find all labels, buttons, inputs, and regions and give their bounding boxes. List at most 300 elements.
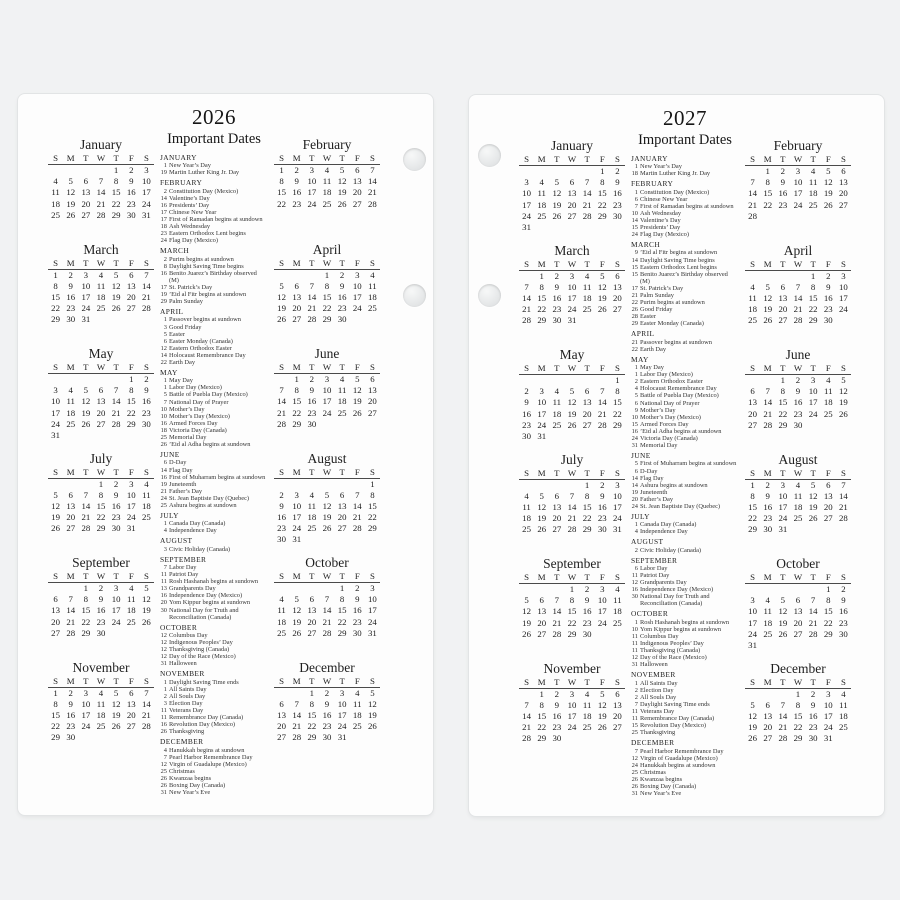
date-number: 2	[634, 686, 638, 694]
day-cell: 13	[66, 500, 76, 511]
date-number: 12	[631, 754, 638, 762]
day-cell-empty	[564, 222, 579, 233]
day-cell: 3	[569, 270, 575, 281]
date-number: 7	[634, 700, 638, 708]
day-cell: 23	[522, 419, 531, 430]
day-cell: 7	[113, 385, 119, 396]
day-cell: 10	[839, 281, 848, 292]
day-cell: 20	[748, 408, 757, 419]
day-cell: 13	[778, 292, 788, 303]
day-cell: 8	[539, 699, 544, 710]
date-label: National Day for Truth and Reconciliation (Canada)	[169, 606, 239, 621]
day-cell: 1	[615, 375, 620, 385]
date-number: 15	[631, 263, 638, 271]
day-cell: 22	[337, 616, 347, 627]
weekday-header: W	[790, 468, 805, 480]
important-date-item	[160, 338, 268, 345]
important-date-item	[160, 775, 268, 782]
date-label: Earth Day	[169, 358, 196, 366]
important-date-item	[631, 231, 739, 238]
date-label: Presidents’ Day	[640, 224, 681, 232]
month-calendar-march	[48, 242, 154, 347]
day-cell: 6	[750, 386, 755, 397]
important-date-item	[160, 571, 268, 578]
day-cell: 4	[53, 176, 58, 187]
day-cell: 22	[368, 512, 377, 523]
day-cell-empty	[124, 314, 139, 325]
day-cell: 15	[111, 187, 121, 198]
day-cell: 23	[763, 513, 773, 524]
important-date-item	[160, 441, 268, 448]
day-cell: 5	[324, 489, 330, 500]
important-dates-month-header: SEPTEMBER	[631, 555, 678, 565]
day-cell: 18	[277, 616, 286, 627]
months-column-right-2026	[274, 104, 380, 815]
day-cell: 2	[339, 269, 345, 280]
important-date-item	[631, 708, 739, 715]
day-cell-empty	[836, 420, 851, 431]
day-cell-empty	[534, 222, 549, 233]
important-date-item	[160, 520, 268, 527]
weekday-header: T	[549, 572, 564, 584]
day-cell: 5	[554, 177, 560, 188]
important-date-item	[160, 585, 268, 592]
date-number: 1	[163, 678, 167, 686]
day-cell: 3	[83, 269, 89, 280]
day-cell-empty	[564, 480, 579, 491]
month-grid	[519, 677, 625, 745]
weekday-header: M	[760, 572, 775, 584]
weekday-header: W	[790, 677, 805, 689]
day-cell: 28	[277, 418, 286, 429]
date-label: New Year’s Day	[169, 162, 211, 170]
day-cell: 26	[142, 616, 151, 627]
date-number: 5	[163, 391, 167, 399]
weekday-header: F	[350, 153, 365, 165]
day-cell: 14	[111, 396, 121, 407]
day-cell-empty	[595, 629, 610, 640]
important-date-item	[631, 306, 739, 313]
day-cell-empty	[93, 314, 108, 325]
day-cell-empty	[350, 479, 365, 490]
day-cell: 12	[322, 500, 332, 511]
day-cell: 3	[600, 584, 605, 594]
day-cell: 9	[68, 698, 73, 709]
day-cell: 25	[322, 198, 332, 209]
date-number: 18	[160, 426, 167, 434]
date-number: 14	[160, 194, 167, 202]
date-number: 2	[163, 692, 167, 700]
day-cell: 27	[126, 303, 136, 314]
day-cell: 18	[96, 291, 106, 302]
important-dates-month-header: JANUARY	[631, 153, 668, 163]
day-cell: 28	[81, 523, 91, 534]
weekday-header: S	[836, 259, 851, 271]
weekday-header: M	[760, 468, 775, 480]
day-cell: 12	[567, 397, 577, 408]
weekday-header: T	[549, 363, 564, 375]
date-number: 4	[634, 528, 638, 536]
day-cell: 30	[66, 732, 76, 743]
important-date-item	[631, 313, 739, 320]
day-cell: 29	[307, 732, 317, 743]
month-calendar-january	[48, 137, 154, 242]
weekday-header: T	[78, 362, 93, 374]
day-cell: 20	[81, 198, 91, 209]
day-cell-empty	[821, 640, 836, 651]
day-cell: 11	[51, 187, 60, 198]
day-cell: 27	[352, 198, 362, 209]
date-number: 16	[631, 586, 638, 594]
day-cell: 18	[66, 407, 76, 418]
day-cell: 30	[66, 314, 76, 325]
date-number: 1	[634, 618, 638, 626]
date-label: Constitution Day (Mexico)	[640, 188, 710, 196]
important-date-item	[160, 162, 268, 169]
weekday-header: M	[760, 154, 775, 166]
date-number: 10	[160, 405, 167, 413]
day-cell: 26	[368, 721, 377, 732]
important-dates-month-header: NOVEMBER	[160, 669, 205, 679]
day-cell: 7	[309, 280, 315, 291]
day-cell: 16	[763, 501, 773, 512]
important-date-item	[160, 291, 268, 298]
important-date-item	[631, 475, 739, 482]
day-cell-empty	[760, 211, 775, 222]
day-cell: 17	[81, 291, 91, 302]
weekday-header: W	[564, 677, 579, 689]
date-label: Veterans Day	[169, 706, 204, 714]
weekday-header: F	[595, 154, 610, 166]
day-cell: 24	[808, 408, 818, 419]
day-cell: 4	[810, 166, 816, 176]
date-number: 10	[631, 625, 638, 633]
date-label: Flag Day	[169, 466, 193, 474]
important-date-item	[160, 467, 268, 474]
day-cell: 6	[53, 594, 58, 605]
date-number: 29	[631, 320, 638, 328]
weekday-header: S	[519, 572, 534, 584]
important-date-item	[160, 202, 268, 209]
day-cell: 27	[81, 209, 91, 220]
weekday-header: T	[580, 572, 595, 584]
date-number: 16	[160, 201, 167, 209]
day-cell: 14	[808, 606, 818, 617]
date-number: 12	[160, 646, 167, 654]
day-cell: 4	[615, 584, 620, 594]
date-number: 19	[160, 480, 167, 488]
weekday-header: F	[595, 677, 610, 689]
weekday-header: F	[124, 153, 139, 165]
date-number: 26	[631, 775, 638, 783]
day-cell: 26	[337, 198, 347, 209]
center-column-2026	[160, 104, 268, 815]
weekday-header: T	[109, 571, 124, 583]
weekday-header: T	[78, 676, 93, 688]
date-label: Labor Day	[169, 563, 197, 571]
day-cell: 20	[277, 721, 286, 732]
day-cell: 31	[537, 430, 547, 441]
day-cell: 7	[68, 594, 73, 605]
day-cell: 25	[368, 303, 377, 314]
day-cell-empty	[806, 524, 821, 535]
day-cell: 20	[66, 512, 76, 523]
day-cell: 23	[613, 199, 622, 210]
important-date-item	[631, 626, 739, 633]
day-cell: 23	[597, 513, 607, 524]
date-label: Labor Day (Mexico)	[640, 371, 693, 379]
day-cell: 27	[552, 524, 562, 535]
day-cell: 3	[355, 269, 360, 280]
day-cell: 29	[51, 314, 60, 325]
day-cell: 30	[352, 627, 362, 638]
weekday-header: T	[549, 677, 564, 689]
day-cell: 29	[823, 628, 833, 639]
day-cell: 27	[277, 732, 286, 743]
day-cell: 10	[352, 280, 362, 291]
day-cell: 12	[778, 606, 788, 617]
day-cell: 5	[539, 490, 544, 501]
weekday-header: M	[289, 571, 304, 583]
weekday-header: W	[564, 363, 579, 375]
weekday-header: T	[304, 258, 319, 270]
day-cell-empty	[109, 374, 124, 385]
date-number: 6	[634, 467, 638, 475]
month-title: September	[72, 555, 130, 570]
day-cell: 7	[810, 595, 816, 606]
day-cell: 31	[748, 639, 757, 650]
day-cell: 12	[352, 385, 362, 396]
date-label: Benito Juarez’s Birthday observed (M)	[640, 270, 728, 285]
day-cell: 16	[337, 291, 347, 302]
date-label: Martin Luther King Jr. Day	[169, 169, 240, 177]
important-date-item	[160, 495, 268, 502]
day-cell: 30	[337, 314, 347, 325]
important-date-item	[631, 428, 739, 435]
day-cell: 10	[337, 698, 347, 709]
day-cell: 18	[307, 512, 317, 523]
day-cell: 15	[307, 709, 317, 720]
day-cell-empty	[319, 583, 334, 594]
day-cell: 21	[763, 408, 773, 419]
day-cell: 31	[81, 314, 91, 325]
day-cell-empty	[760, 584, 775, 595]
month-grid	[274, 467, 380, 546]
date-number: 9	[634, 406, 638, 414]
day-cell: 27	[823, 513, 833, 524]
date-label: Battle of Puebla Day (Mexico)	[640, 392, 719, 400]
day-cell: 15	[126, 396, 136, 407]
important-date-item	[160, 195, 268, 202]
weekday-header: S	[274, 258, 289, 270]
day-cell: 2	[795, 375, 801, 385]
day-cell: 25	[126, 616, 136, 627]
month-title: July	[560, 451, 584, 467]
day-cell: 31	[567, 315, 577, 326]
weekday-header: M	[63, 676, 78, 688]
date-label: Daylight Saving Time ends	[640, 700, 710, 708]
day-cell-empty	[806, 420, 821, 431]
date-number: 12	[631, 579, 638, 587]
day-cell: 27	[839, 199, 848, 210]
important-date-item	[631, 421, 739, 428]
day-cell: 17	[51, 407, 60, 418]
day-cell: 20	[567, 199, 577, 210]
important-dates-month-header: FEBRUARY	[160, 178, 203, 188]
day-cell: 4	[98, 269, 104, 280]
date-label: Victoria Day (Canada)	[640, 435, 698, 443]
day-cell: 14	[292, 709, 302, 720]
date-label: ’Eid al Fitr begins at sundown	[640, 249, 718, 257]
weekday-header: T	[549, 468, 564, 480]
date-label: Holocaust Remembrance Day	[640, 385, 717, 393]
day-cell: 29	[111, 209, 121, 220]
day-cell: 20	[126, 709, 136, 720]
day-cell: 25	[277, 627, 286, 638]
day-cell: 10	[368, 594, 377, 605]
month-calendar-june	[274, 346, 380, 451]
date-label: New Year’s Eve	[169, 789, 211, 797]
important-dates-month-header: MAY	[631, 354, 649, 364]
center-column-2027	[631, 105, 739, 816]
important-date-item	[631, 755, 739, 762]
day-cell: 22	[537, 304, 547, 315]
weekday-header: M	[760, 677, 775, 689]
day-cell: 8	[569, 595, 575, 606]
important-date-item	[160, 700, 268, 707]
date-label: Remembrance Day (Canada)	[640, 715, 715, 723]
date-number: 25	[160, 501, 167, 509]
important-date-item	[160, 607, 268, 621]
day-cell-empty	[821, 524, 836, 535]
day-cell: 15	[51, 291, 60, 302]
day-cell: 13	[763, 710, 773, 721]
day-cell: 25	[613, 617, 622, 628]
date-number: 3	[163, 323, 167, 331]
day-cell: 30	[96, 627, 106, 638]
date-number: 7	[163, 753, 167, 761]
weekday-header: M	[534, 677, 549, 689]
weekday-header: T	[109, 467, 124, 479]
day-cell-empty	[564, 431, 579, 442]
day-cell: 18	[337, 396, 347, 407]
day-cell: 11	[763, 606, 772, 617]
month-grid	[519, 259, 625, 327]
weekday-header: F	[821, 468, 836, 480]
date-number: 31	[160, 789, 167, 797]
weekday-header: T	[304, 153, 319, 165]
date-label: St. Patrick’s Day	[640, 284, 684, 292]
important-dates-month-header: MARCH	[160, 246, 190, 256]
day-cell: 31	[522, 221, 531, 232]
weekday-header: F	[124, 676, 139, 688]
day-cell: 15	[51, 709, 60, 720]
day-cell: 31	[337, 732, 347, 743]
day-cell: 28	[322, 627, 332, 638]
weekday-header: S	[139, 467, 154, 479]
weekday-header: S	[745, 363, 760, 375]
day-cell: 24	[292, 523, 302, 534]
day-cell: 18	[582, 710, 592, 721]
day-cell: 13	[582, 397, 592, 408]
day-cell: 14	[96, 187, 106, 198]
day-cell: 7	[841, 479, 846, 490]
month-calendar-october	[745, 556, 851, 661]
day-cell: 28	[567, 524, 577, 535]
day-cell-empty	[534, 166, 549, 177]
date-number: 24	[631, 761, 638, 769]
day-cell-empty	[319, 479, 334, 490]
day-cell: 7	[279, 385, 284, 396]
weekday-header: F	[821, 363, 836, 375]
day-cell: 15	[277, 187, 286, 198]
date-label: Revolution Day (Mexico)	[169, 721, 236, 729]
day-cell: 2	[68, 269, 73, 280]
date-number: 1	[163, 377, 167, 385]
day-cell: 23	[307, 407, 317, 418]
day-cell: 17	[352, 291, 362, 302]
day-cell-empty	[289, 583, 304, 594]
day-cell-empty	[745, 689, 760, 700]
day-cell: 6	[68, 489, 73, 500]
day-cell: 26	[748, 733, 757, 744]
day-cell: 31	[126, 523, 136, 534]
day-cell: 7	[294, 698, 299, 709]
day-cell: 16	[552, 292, 562, 303]
day-cell: 29	[748, 524, 757, 535]
weekday-header: M	[534, 154, 549, 166]
day-cell: 15	[537, 710, 547, 721]
date-label: All Souls Day	[640, 693, 677, 701]
day-cell: 19	[763, 304, 773, 315]
important-dates-month-header: JUNE	[631, 451, 651, 460]
weekday-header: M	[63, 571, 78, 583]
day-cell: 11	[142, 489, 151, 500]
day-cell: 23	[337, 303, 347, 314]
date-number: 26	[160, 782, 167, 789]
day-cell: 17	[337, 709, 347, 720]
day-cell: 28	[292, 732, 302, 743]
day-cell: 17	[307, 187, 317, 198]
weekday-header: M	[63, 467, 78, 479]
important-date-item	[160, 284, 268, 291]
day-cell: 26	[66, 209, 76, 220]
important-date-item	[160, 578, 268, 585]
day-cell: 7	[795, 281, 801, 292]
date-number: 19	[160, 291, 167, 299]
important-date-item	[160, 434, 268, 441]
day-cell: 24	[613, 513, 622, 524]
important-date-item	[160, 714, 268, 721]
date-label: First of Ramadan begins at sundown	[640, 202, 734, 210]
day-cell: 6	[309, 594, 315, 605]
important-date-item	[160, 209, 268, 216]
weekday-header: W	[564, 259, 579, 271]
month-grid	[519, 572, 625, 640]
date-label: Day of the Race (Mexico)	[640, 654, 707, 662]
day-cell: 28	[597, 419, 607, 430]
day-cell: 18	[522, 513, 531, 524]
day-cell: 6	[129, 687, 134, 698]
date-number: 10	[160, 412, 167, 420]
important-date-item	[160, 653, 268, 660]
day-cell: 16	[597, 501, 607, 512]
day-cell: 11	[748, 292, 757, 303]
day-cell: 17	[567, 292, 577, 303]
day-cell: 21	[522, 722, 531, 733]
date-number: 12	[160, 639, 167, 646]
date-label: Christmas	[640, 768, 666, 776]
